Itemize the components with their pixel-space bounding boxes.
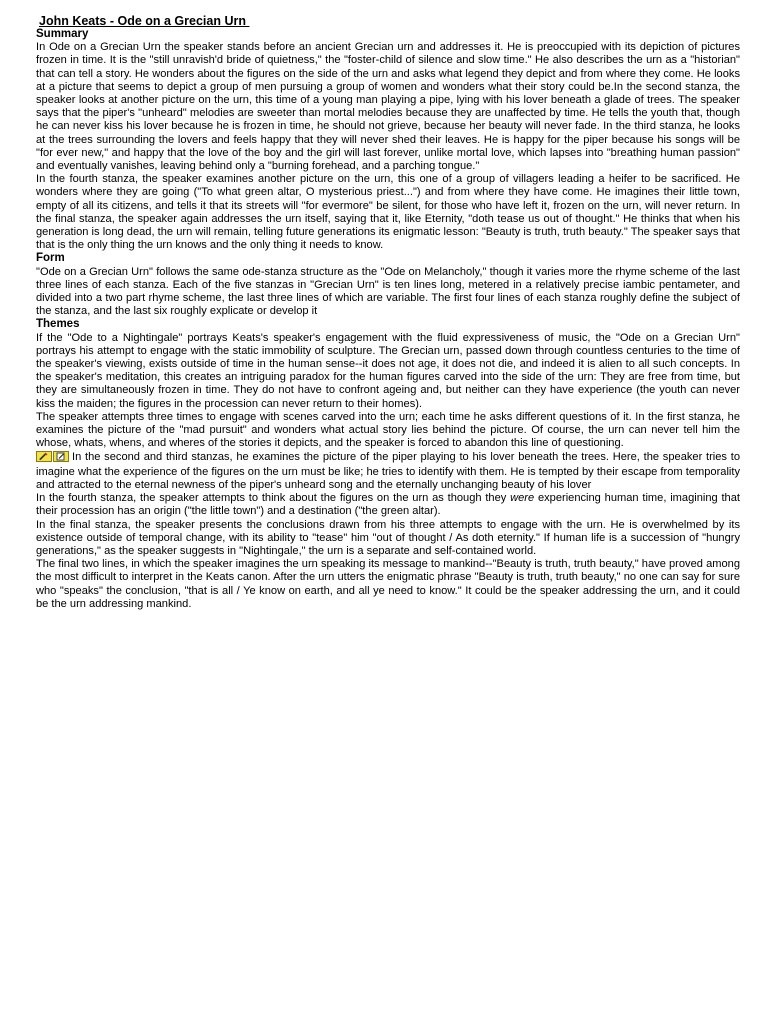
fourth-stanza-text-before: In the fourth stanza, the speaker attempts to think about the figures on the urn as though they (36, 492, 511, 505)
fourth-stanza-text-after: experiencing human time, imagining that their procession has an origin ("the little town") and a destination ("the green altar). (36, 492, 740, 518)
summary-paragraph-1: In Ode on a Grecian Urn the speaker stands before an ancient Grecian urn and addresses it. He is preoccupied with its depiction of pictures frozen in time. It is the "still unravish'd bride of quietness," the "foster-child of silence and slow time." He also describes the urn as a "historian" that can tell a story. He wonders about the figures on the side of the urn and asks what legend they depict and from where they come. He looks at a picture that seems to depict a group of men pursuing a group of women and wonders what their story could be.In the second stanza, the speaker looks at another picture on the urn, this time of a young man playing a pipe, lying with his lover beneath a glade of trees. The speaker says that the piper's "unheard" melodies are sweeter than mortal melodies because they are unaffected by time. He tells the youth that, though he can never kiss his lover because he is frozen in time, he should not grieve, because her beauty will never fade. In the third stanza, he looks at the trees surrounding the lovers and feels happy that they will never shed their leaves. He is happy for the piper because his songs will be "for ever new," and happy that the love of the boy and the girl will last forever, unlike mortal love, which lapses into "breathing human passion" and eventually vanishes, leaving behind only a "burning forehead, and a parching tongue." (36, 41, 740, 173)
fourth-stanza-emphasis: were (510, 492, 535, 505)
themes-paragraph-3-wrapper (36, 451, 740, 493)
themes-paragraph-1: If the "Ode to a Nightingale" portrays Keats's speaker's engagement with the fluid expressiveness of music, the "Ode on a Grecian Urn" portrays his attempt to engage with the static immobility of sculpture. The Grecian urn, passed down through countless centuries to the time of the speaker's viewing, exists outside of time in the human sense--it does not age, it does not die, and indeed it is alien to all such concepts. In the speaker's meditation, this creates an intriguing paradox for the human figures carved into the side of the urn: They are free from time, but they are simultaneously frozen in time. They do not have to confront ageing and, but neither can they have experience (the youth can never kiss the maiden; the figures in the procession can never return to their homes). (36, 331, 740, 410)
themes-paragraph-2: The speaker attempts three times to engage with scenes carved into the urn; each time he asks different questions of it. In the first stanza, he examines the picture of the "mad pursuit" and wonders what actual story lies behind the picture. Of course, the urn can never tell him the whose, whats, whens, and wheres of the stories it depicts, and the speaker is forced to abandon this line of questioning. (36, 410, 740, 450)
section-heading-form: Form (36, 252, 65, 265)
themes-paragraph-4 (36, 492, 740, 518)
document-title: John Keats - Ode on a Grecian Urn (39, 14, 250, 28)
form-paragraph-1: "Ode on a Grecian Urn" follows the same ode-stanza structure as the "Ode on Melancholy," though it varies more the rhyme scheme of the last three lines of each stanza. Each of the five stanzas in "Grecian Urn" is ten lines long, metered in a relatively precise iambic pentameter, and divided into a two part rhyme scheme, the last three lines of which are variable. The first four lines of each stanza roughly define the subject of the stanza, and the last six roughly explicate or develop it (36, 265, 740, 318)
edit-note-icon[interactable] (53, 451, 69, 462)
section-heading-summary: Summary (36, 28, 89, 40)
themes-paragraph-3: In the second and third stanzas, he examines the picture of the piper playing to his lover beneath the trees. Here, the speaker tries to imagine what the experience of the figures on the urn must be like; he tries to identify with them. He is tempted by their escape from temporality and attracted to the eternal newness of the piper's unheard song and the eternally unchanging beauty of his lover (36, 450, 740, 491)
themes-paragraph-6: The final two lines, in which the speaker imagines the urn speaking its message to mankind--"Beauty is truth, truth beauty," have proved among the most difficult to interpret in the Keats canon. After the urn utters the enigmatic phrase "Beauty is truth, truth beauty," no one can say for sure who "speaks" the conclusion, "that is all / Ye know on earth, and all ye need to know." It could be the speaker addressing the urn, and it could be the urn addressing mankind. (36, 558, 740, 610)
section-heading-themes: Themes (36, 318, 80, 331)
annotation-icons[interactable] (36, 451, 70, 466)
pencil-icon[interactable] (36, 451, 52, 462)
themes-paragraph-5: In the final stanza, the speaker presents the conclusions drawn from his three attempts to engage with the urn. He is overwhelmed by its existence outside of temporal change, with its ability to "tease" him "out of thought / As doth eternity." If human life is a succession of "hungry generations," as the speaker suggests in "Nightingale," the urn is a separate and self-contained world. (36, 518, 740, 557)
summary-paragraph-2: In the fourth stanza, the speaker examines another picture on the urn, this one of a group of villagers leading a heifer to be sacrificed. He wonders where they are going ("To what green altar, O mysterious priest...") and from where they have come. He imagines their little town, empty of all its citizens, and tells it that its streets will "for evermore" be silent, for those who have left it, frozen on the urn, will never return. In the final stanza, the speaker again addresses the urn itself, saying that it, like Eternity, "doth tease us out of thought." He thinks that when his generation is long dead, the urn will remain, telling future generations its enigmatic lesson: "Beauty is truth, truth beauty." The speaker says that that is the only thing the urn knows and the only thing it needs to know. (36, 173, 740, 252)
